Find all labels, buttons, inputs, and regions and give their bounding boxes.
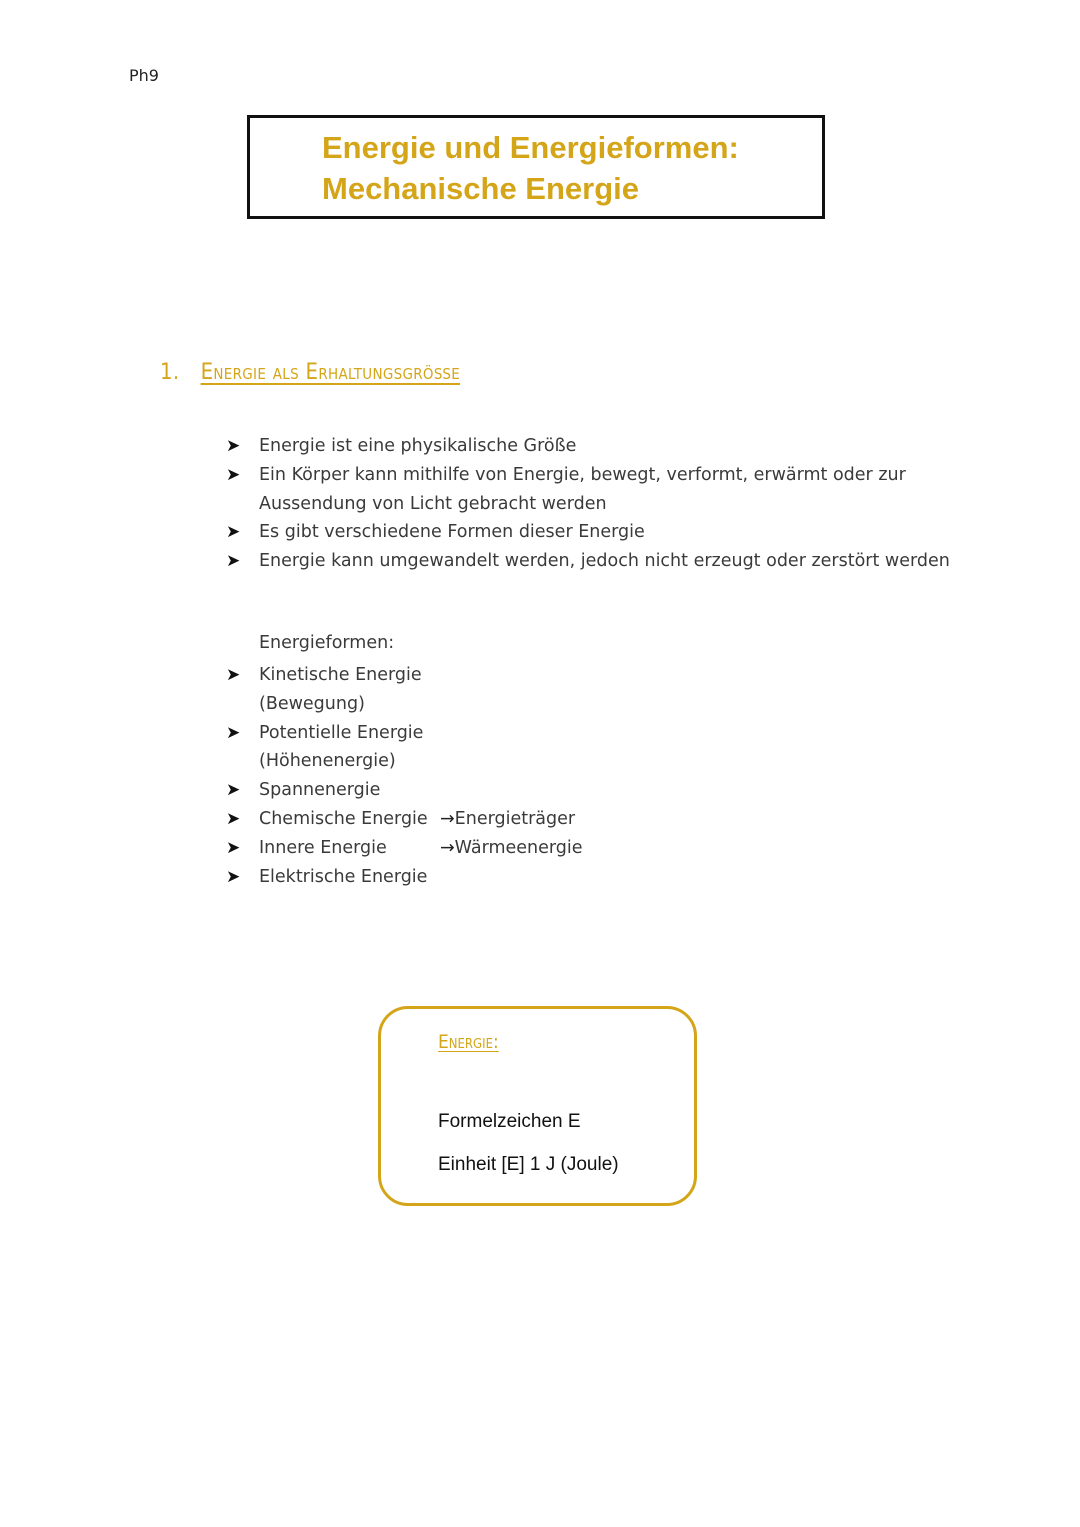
right-arrow-icon: → <box>440 808 455 829</box>
section-heading <box>160 360 460 385</box>
title-line-2: Mechanische Energie <box>322 171 640 206</box>
form-name: Chemische Energie <box>259 808 428 829</box>
form-note: Energieträger <box>454 808 576 829</box>
fact-text: Energie kann umgewandelt werden, jedoch nicht erzeugt oder zerstört werden <box>259 551 950 572</box>
list-item <box>226 776 986 805</box>
form-note: Wärmeenergie <box>454 837 583 858</box>
list-item <box>226 719 986 777</box>
arrowhead-bullet-icon: ➤ <box>226 436 241 456</box>
list-item <box>226 863 986 892</box>
page-label: Ph9 <box>129 66 159 85</box>
arrowhead-bullet-icon: ➤ <box>226 464 241 485</box>
list-item <box>226 805 986 834</box>
form-name: Spannenergie <box>259 780 381 801</box>
facts-list <box>226 432 986 576</box>
forms-label: Energieformen: <box>259 633 395 653</box>
right-arrow-icon: → <box>440 837 455 858</box>
fact-text: Es gibt verschiedene Formen dieser Energie <box>259 522 645 543</box>
form-name: Elektrische Energie <box>259 866 428 887</box>
arrowhead-bullet-icon: ➤ <box>226 780 241 801</box>
formula-symbol-line: Formelzeichen E <box>438 1111 581 1132</box>
form-name: Innere Energie <box>259 837 387 858</box>
arrowhead-bullet-icon: ➤ <box>226 551 241 572</box>
arrowhead-bullet-icon: ➤ <box>226 837 241 858</box>
energy-box-heading: Energie: <box>438 1031 499 1053</box>
form-name: Potentielle Energie (Höhenenergie) <box>259 722 424 772</box>
list-item <box>226 547 986 576</box>
arrowhead-bullet-icon: ➤ <box>226 665 241 685</box>
list-item <box>226 834 986 863</box>
list-item <box>226 661 986 719</box>
unit-line: Einheit [E] 1 J (Joule) <box>438 1154 619 1175</box>
list-item <box>226 432 986 461</box>
arrowhead-bullet-icon: ➤ <box>226 722 241 743</box>
arrowhead-bullet-icon: ➤ <box>226 522 241 543</box>
list-item <box>226 518 986 547</box>
arrowhead-bullet-icon: ➤ <box>226 808 241 829</box>
form-name: Kinetische Energie (Bewegung) <box>259 665 422 714</box>
fact-text: Energie ist eine physikalische Größe <box>259 436 577 456</box>
title-box <box>247 115 825 219</box>
fact-text: Ein Körper kann mithilfe von Energie, bewegt, verformt, erwärmt oder zur Aussendung von Licht gebracht werden <box>259 464 906 514</box>
energy-definition-box <box>378 1006 697 1206</box>
list-item <box>226 461 986 519</box>
section-number: 1. <box>160 360 180 385</box>
forms-list <box>226 661 986 891</box>
title-line-1: Energie und Energieformen: <box>322 130 739 165</box>
arrowhead-bullet-icon: ➤ <box>226 866 241 887</box>
section-title: Energie als Erhaltungsgröße <box>200 360 461 385</box>
